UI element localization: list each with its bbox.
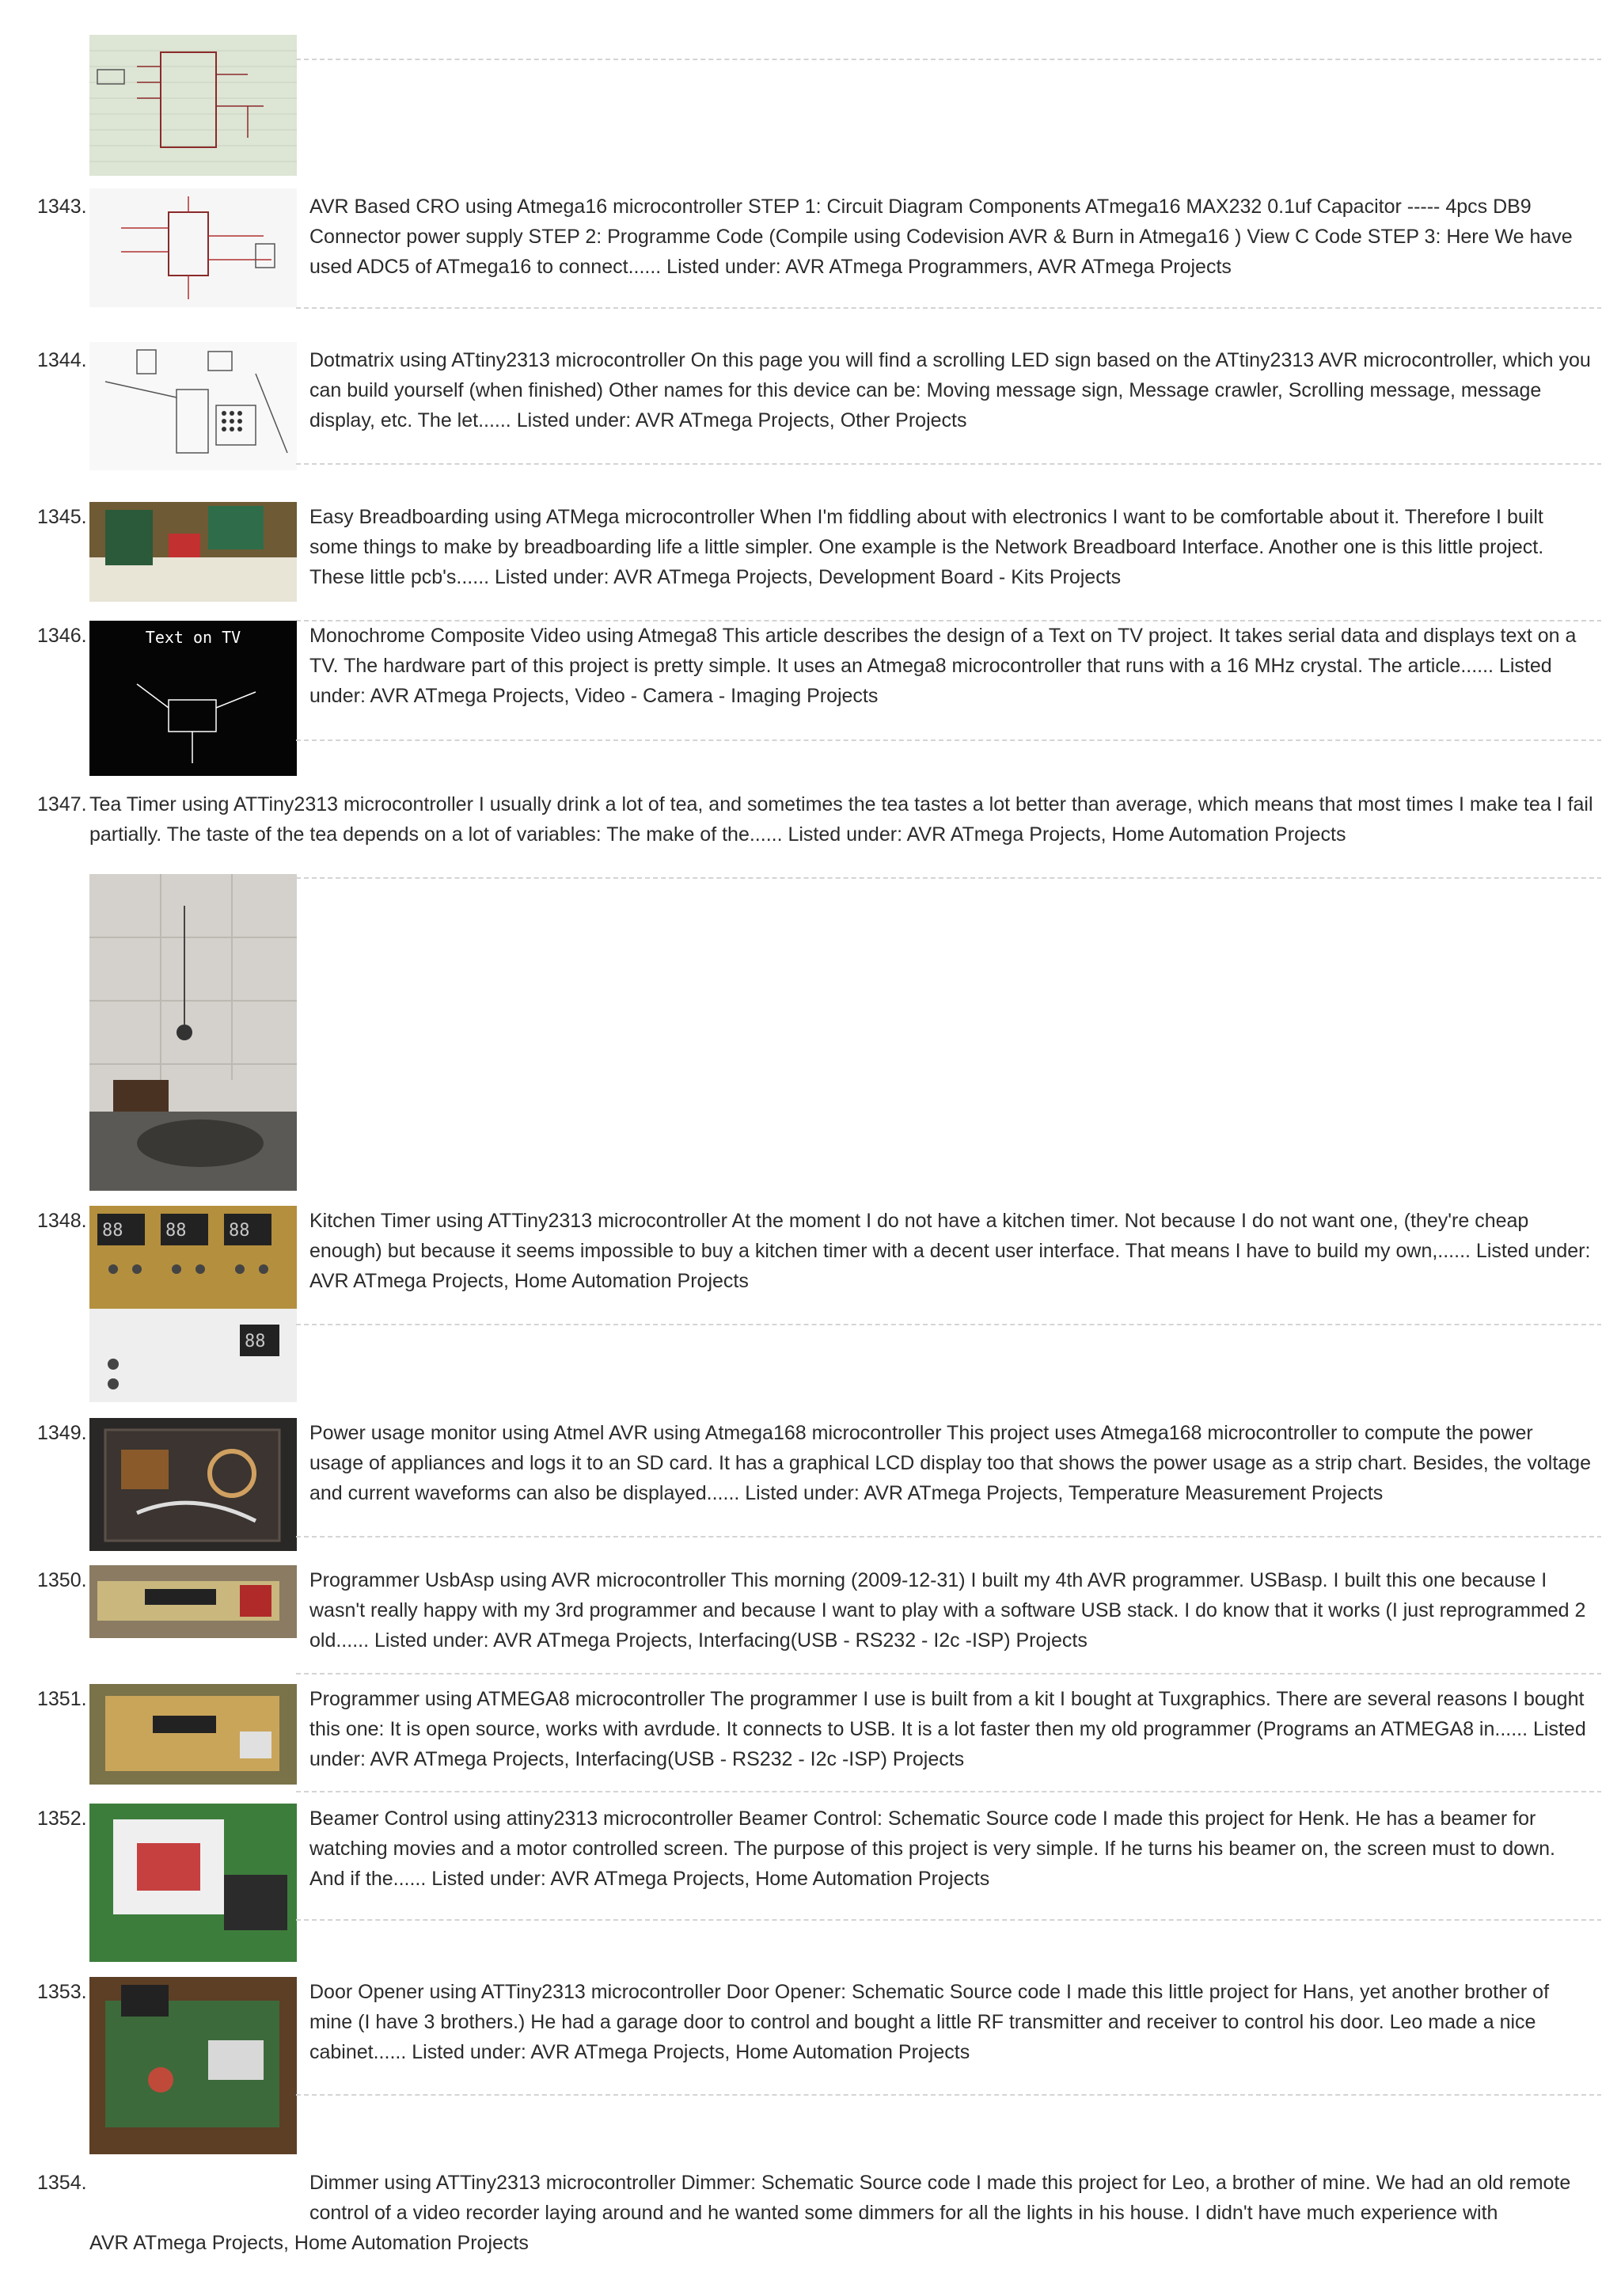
divider [296, 2094, 1601, 2096]
thumbnail-breadboard-photo[interactable] [89, 502, 297, 602]
photo-image [89, 1418, 297, 1551]
item-text[interactable]: Tea Timer using ATTiny2313 microcontroller I usually drink a lot of tea, and sometimes the tea tastes a lot better than average, which means that most times I make tea I fail partially. The taste of the tea depends on a lot of variables: The make of the...... Listed under: AVR ATmega Projects, Home Automation Projects [89, 793, 1593, 846]
schematic-image [89, 35, 297, 176]
divider [296, 1791, 1601, 1792]
thumbnail-door-opener-photo[interactable] [89, 1977, 297, 2154]
item-text[interactable]: Door Opener using ATTiny2313 microcontroller Door Opener: Schematic Source code I made this little project for Hans, yet another brother of mine (I have 3 brothers.) He had a garage door to control and bought a little RF transmitter and receiver to control his door. Leo made a nice cabinet...... Listed under: AVR ATmega Projects, Home Automation Projects [309, 1981, 1550, 2063]
svg-text:88: 88 [245, 1332, 266, 1351]
item-number: 1352. [37, 1808, 87, 1830]
item-number: 1348. [37, 1210, 87, 1232]
item-number: 1351. [37, 1688, 87, 1710]
divider [296, 1919, 1601, 1921]
thumbnail-text-on-tv[interactable] [89, 621, 297, 776]
item-number: 1346. [37, 625, 87, 647]
item-number: 1354. [37, 2172, 87, 2194]
item-text[interactable]: Monochrome Composite Video using Atmega8 This article describes the design of a Text on TV project. It takes serial data and displays text on a TV. The hardware part of this project is pretty simple. It uses an Atmega8 microcontroller that runs with a 16 MHz crystal. The article...... Listed under: AVR ATmega Projects, Video - Camera - Imaging Projects [309, 625, 1577, 707]
svg-text:88: 88 [229, 1221, 250, 1241]
divider [296, 739, 1601, 741]
schematic-image [89, 342, 297, 470]
divider [296, 1536, 1601, 1538]
divider [296, 1673, 1601, 1674]
thumbnail-usbasp-photo[interactable] [89, 1565, 297, 1638]
svg-text:88: 88 [165, 1221, 187, 1241]
divider [296, 1324, 1601, 1325]
photo-image [89, 502, 297, 602]
thumbnail-tea-timer-photo[interactable] [89, 874, 297, 1191]
schematic-image [89, 188, 297, 307]
thumbnail-dotmatrix-schematic[interactable] [89, 342, 297, 470]
item-text[interactable]: Dimmer using ATTiny2313 microcontroller Dimmer: Schematic Source code I made this project for Leo, a brother of mine. We had an old remote control of a video recorder laying around and he wanted some dimmers for all the lights in his house. I didn't have much experience with [309, 2172, 1571, 2224]
item-number: 1344. [37, 349, 87, 371]
item-number: 1350. [37, 1569, 87, 1591]
thumbnail-beamer-control-photo[interactable] [89, 1804, 297, 1962]
item-number: 1343. [37, 196, 87, 218]
photo-image [89, 1206, 297, 1402]
schematic-image [89, 621, 297, 776]
item-text[interactable]: Programmer using ATMEGA8 microcontroller The programmer I use is built from a kit I bought at Tuxgraphics. There are several reasons I bought this one: It is open source, works with avrdude. It connects to USB. It is a lot faster then my old programmer (Programs an ATMEGA8 in...... Listed under: AVR ATmega Projects, Interfacing(USB - RS232 - I2c -ISP) Projects [309, 1688, 1586, 1770]
photo-image [89, 1565, 297, 1638]
item-text-tail[interactable]: AVR ATmega Projects, Home Automation Projects [89, 2232, 529, 2254]
divider [296, 307, 1601, 309]
item-text[interactable]: Beamer Control using attiny2313 microcontroller Beamer Control: Schematic Source code I made this project for Henk. He has a beamer for watching movies and a motor controlled screen. The purpose of this project is very simple. If he turns his beamer on, the screen must to down. And if the...... Listed under: AVR ATmega Projects, Home Automation Projects [309, 1808, 1555, 1890]
photo-image [89, 1684, 297, 1785]
photo-image [89, 1804, 297, 1962]
photo-image [89, 874, 297, 1191]
thumbnail-kitchen-timer-photo[interactable] [89, 1206, 297, 1402]
item-number: 1347. [37, 793, 87, 815]
item-text[interactable]: Programmer UsbAsp using AVR microcontroller This morning (2009-12-31) I built my 4th AVR programmer. USBasp. I built this one because I wasn't really happy with my 3rd programmer and because I want to play with a software USB stack. I do know that it works (I just reprogrammed 2 old...... Listed under: AVR ATmega Projects, Interfacing(USB - RS232 - I2c -ISP) Projects [309, 1569, 1586, 1652]
thumbnail-atmega8-programmer-photo[interactable] [89, 1684, 297, 1785]
svg-text:88: 88 [102, 1221, 123, 1241]
item-number: 1349. [37, 1422, 87, 1444]
thumbnail-power-monitor-photo[interactable] [89, 1418, 297, 1551]
thumbnail-cro-schematic[interactable] [89, 188, 297, 307]
photo-image [89, 1977, 297, 2154]
item-text[interactable]: Power usage monitor using Atmel AVR using Atmega168 microcontroller This project uses Atmega168 microcontroller to compute the power usage of appliances and logs it to an SD card. It has a graphical LCD display too that shows the power usage as a strip chart. Besides, the voltage and current waveforms can also be displayed...... Listed under: AVR ATmega Projects, Temperature Measurement Projects [309, 1422, 1591, 1504]
divider [296, 463, 1601, 465]
divider [296, 877, 1601, 879]
divider [296, 59, 1601, 60]
item-text[interactable]: Dotmatrix using ATtiny2313 microcontroller On this page you will find a scrolling LED sign based on the ATtiny2313 AVR microcontroller, which you can build yourself (when finished) Other names for this device can be: Moving message sign, Message crawler, Scrolling message, message display, etc. The let...... Listed under: AVR ATmega Projects, Other Projects [309, 349, 1591, 431]
item-text[interactable]: Easy Breadboarding using ATMega microcontroller When I'm fiddling about with electronics I want to be comfortable about it. Therefore I built some things to make by breadboarding life a little simpler. One example is the Network Breadboard Interface. Another one is this little project. These little pcb's...... Listed under: AVR ATmega Projects, Development Board - Kits Projects [309, 506, 1544, 588]
thumbnail-schematic-prev[interactable] [89, 35, 297, 176]
item-number: 1345. [37, 506, 87, 528]
svg-text:Text on TV: Text on TV [145, 628, 241, 647]
item-number: 1353. [37, 1981, 87, 2003]
item-text[interactable]: Kitchen Timer using ATTiny2313 microcontroller At the moment I do not have a kitchen timer. Not because I do not want one, (they're cheap enough) but because it seems impossible to buy a kitchen timer with a decent user interface. That means I have to build my own,...... Listed under: AVR ATmega Projects, Home Automation Projects [309, 1210, 1591, 1292]
item-text[interactable]: AVR Based CRO using Atmega16 microcontroller STEP 1: Circuit Diagram Components ATmega16 MAX232 0.1uf Capacitor ----- 4pcs DB9 Connector power supply STEP 2: Programme Code (Compile using Codevision AVR & Burn in Atmega16 ) View C Code STEP 3: Here We have used ADC5 of ATmega16 to connect...... Listed under: AVR ATmega Programmers, AVR ATmega Projects [309, 196, 1573, 278]
